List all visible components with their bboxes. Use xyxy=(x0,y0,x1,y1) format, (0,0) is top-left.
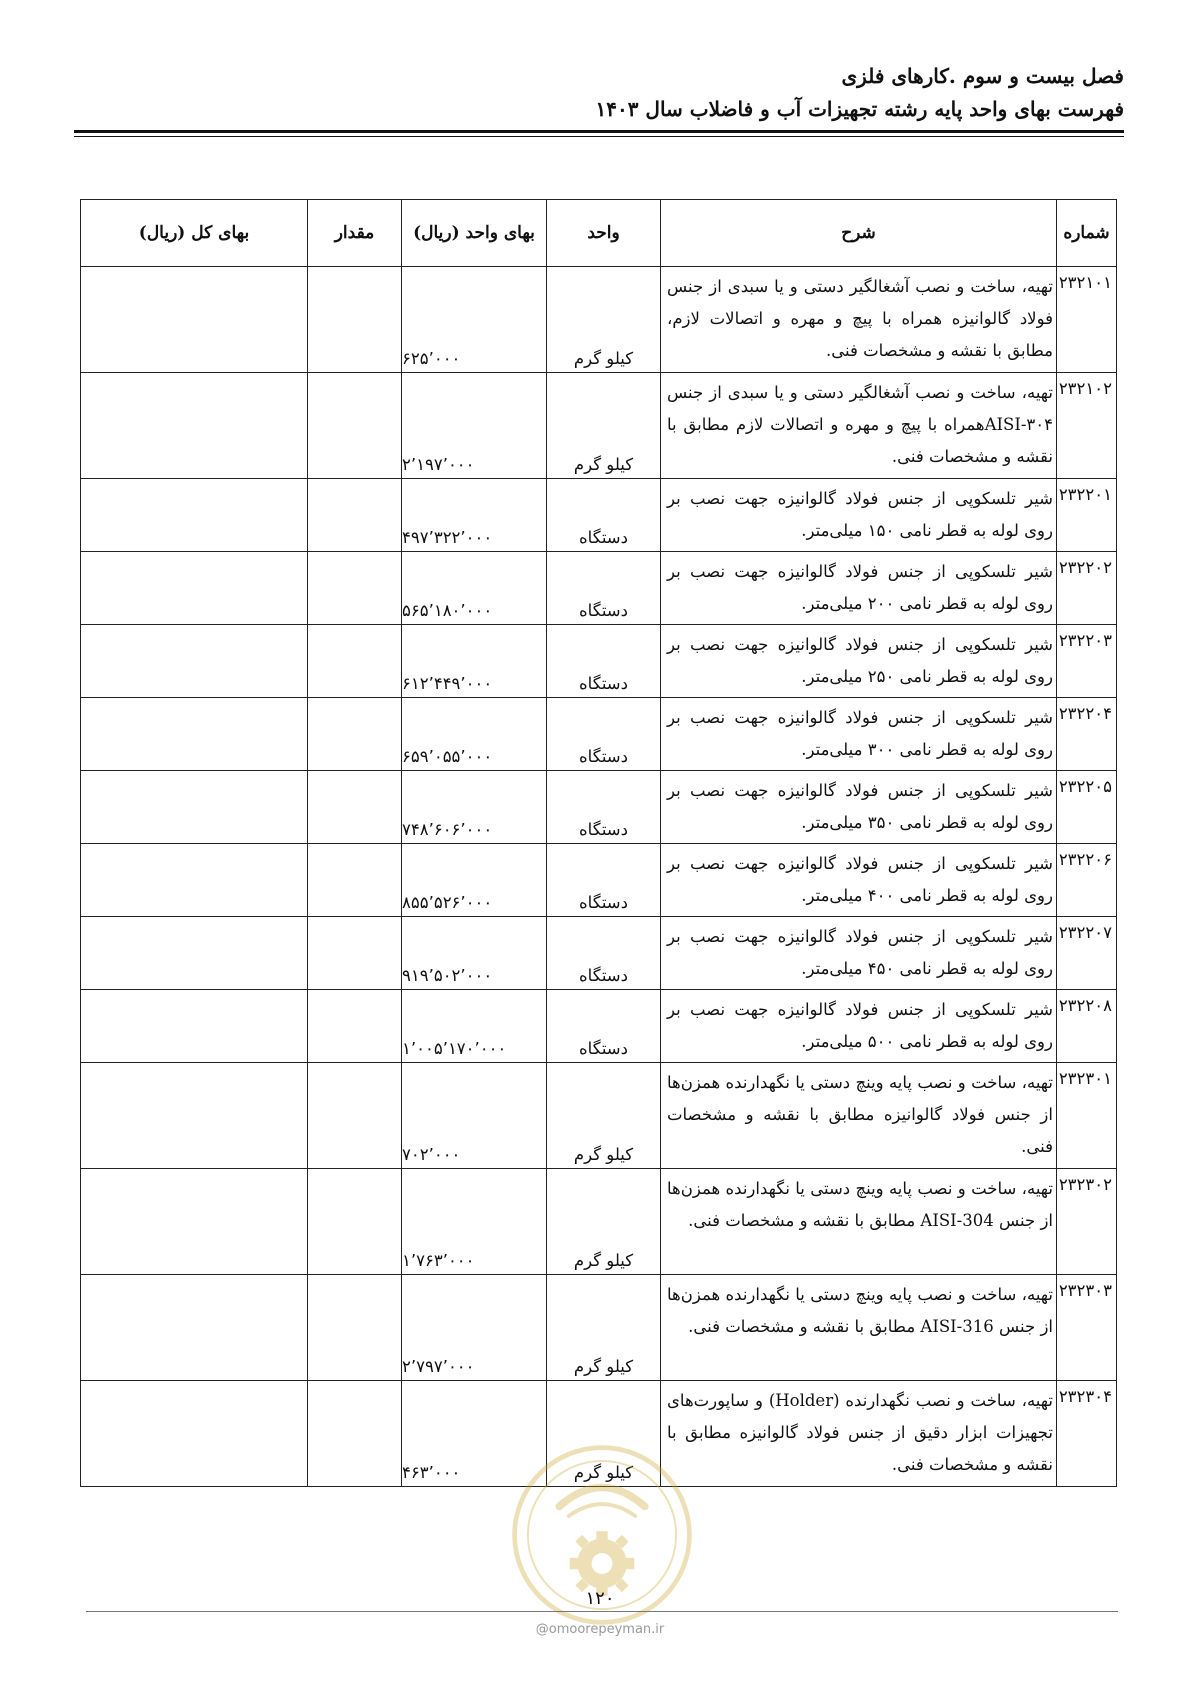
column-header-quantity: مقدار xyxy=(308,200,402,267)
row-unit: دستگاه xyxy=(547,990,661,1063)
footer-rule xyxy=(86,1611,1118,1612)
row-total-price xyxy=(81,479,308,552)
table-row xyxy=(81,1381,1117,1487)
header-rule-thin xyxy=(74,136,1124,137)
table-row xyxy=(81,552,1117,625)
row-unit-price: ۷۰۲٬۰۰۰ xyxy=(402,1063,547,1169)
website-label: @omoorepeyman.ir xyxy=(535,1622,665,1637)
row-description: تهیه، ساخت و نصب آشغالگیر دستی و یا سبدی از جنس AISI-۳۰۴همراه با پیچ و مهره و اتصالات لازم مطابق با نقشه و مشخصات فنی. xyxy=(661,373,1057,479)
table-row xyxy=(81,625,1117,698)
row-description: تهیه، ساخت و نصب پایه وینچ دستی یا نگهدارنده همزن‌ها از جنس AISI-316 مطابق با نقشه و مشخصات فنی. xyxy=(661,1275,1057,1381)
row-description: تهیه، ساخت و نصب آشغالگیر دستی و یا سبدی از جنس فولاد گالوانیزه همراه با پیچ و مهره و اتصالات لازم، مطابق با نقشه و مشخصات فنی. xyxy=(661,267,1057,373)
row-number: ۲۳۲۲۰۲ xyxy=(1057,552,1117,625)
row-number: ۲۳۲۳۰۱ xyxy=(1057,1063,1117,1169)
row-number: ۲۳۲۲۰۷ xyxy=(1057,917,1117,990)
row-quantity xyxy=(308,990,402,1063)
row-number: ۲۳۲۲۰۱ xyxy=(1057,479,1117,552)
row-description: شیر تلسکوپی از جنس فولاد گالوانیزه جهت نصب بر روی لوله به قطر نامی ۵۰۰ میلی‌متر. xyxy=(661,990,1057,1063)
header-rule-thick xyxy=(74,130,1124,133)
row-quantity xyxy=(308,917,402,990)
row-unit-price: ۱٬۷۶۳٬۰۰۰ xyxy=(402,1169,547,1275)
price-table xyxy=(80,199,1117,1487)
row-unit-price: ۹۱۹٬۵۰۲٬۰۰۰ xyxy=(402,917,547,990)
row-unit: دستگاه xyxy=(547,844,661,917)
row-description: شیر تلسکوپی از جنس فولاد گالوانیزه جهت نصب بر روی لوله به قطر نامی ۳۵۰ میلی‌متر. xyxy=(661,771,1057,844)
row-total-price xyxy=(81,625,308,698)
row-number: ۲۳۲۱۰۲ xyxy=(1057,373,1117,479)
row-description: شیر تلسکوپی از جنس فولاد گالوانیزه جهت نصب بر روی لوله به قطر نامی ۴۰۰ میلی‌متر. xyxy=(661,844,1057,917)
row-unit: کیلو گرم xyxy=(547,1063,661,1169)
row-quantity xyxy=(308,1381,402,1487)
row-number: ۲۳۲۱۰۱ xyxy=(1057,267,1117,373)
column-header-unit: واحد xyxy=(547,200,661,267)
row-number: ۲۳۲۲۰۴ xyxy=(1057,698,1117,771)
table-header-row xyxy=(81,200,1117,267)
row-description: شیر تلسکوپی از جنس فولاد گالوانیزه جهت نصب بر روی لوله به قطر نامی ۴۵۰ میلی‌متر. xyxy=(661,917,1057,990)
row-quantity xyxy=(308,1169,402,1275)
row-quantity xyxy=(308,552,402,625)
row-quantity xyxy=(308,267,402,373)
row-description: تهیه، ساخت و نصب پایه وینچ دستی یا نگهدارنده همزن‌ها از جنس فولاد گالوانیزه مطابق با نقشه و مشخصات فنی. xyxy=(661,1063,1057,1169)
row-unit: دستگاه xyxy=(547,479,661,552)
table-row xyxy=(81,1275,1117,1381)
row-unit: کیلو گرم xyxy=(547,1169,661,1275)
table-row xyxy=(81,917,1117,990)
table-row xyxy=(81,990,1117,1063)
table-row xyxy=(81,844,1117,917)
row-description: شیر تلسکوپی از جنس فولاد گالوانیزه جهت نصب بر روی لوله به قطر نامی ۱۵۰ میلی‌متر. xyxy=(661,479,1057,552)
row-unit-price: ۷۴۸٬۶۰۶٬۰۰۰ xyxy=(402,771,547,844)
row-unit: دستگاه xyxy=(547,771,661,844)
table-row xyxy=(81,771,1117,844)
row-number: ۲۳۲۲۰۵ xyxy=(1057,771,1117,844)
row-number: ۲۳۲۳۰۳ xyxy=(1057,1275,1117,1381)
row-unit-price: ۸۵۵٬۵۲۶٬۰۰۰ xyxy=(402,844,547,917)
row-quantity xyxy=(308,373,402,479)
row-unit: دستگاه xyxy=(547,698,661,771)
list-title: فهرست بهای واحد پایه رشته تجهیزات آب و فاضلاب سال ۱۴۰۳ xyxy=(595,97,1124,121)
table-row xyxy=(81,1063,1117,1169)
row-unit-price: ۶۵۹٬۰۵۵٬۰۰۰ xyxy=(402,698,547,771)
chapter-title: فصل بیست و سوم .کارهای فلزی xyxy=(841,64,1124,88)
row-quantity xyxy=(308,698,402,771)
row-quantity xyxy=(308,771,402,844)
row-unit: دستگاه xyxy=(547,917,661,990)
row-quantity xyxy=(308,1275,402,1381)
row-number: ۲۳۲۲۰۳ xyxy=(1057,625,1117,698)
table-row xyxy=(81,479,1117,552)
row-unit: کیلو گرم xyxy=(547,1381,661,1487)
row-total-price xyxy=(81,698,308,771)
column-header-description: شرح xyxy=(661,200,1057,267)
row-unit: دستگاه xyxy=(547,552,661,625)
row-unit-price: ۲٬۱۹۷٬۰۰۰ xyxy=(402,373,547,479)
table-row xyxy=(81,698,1117,771)
row-total-price xyxy=(81,771,308,844)
row-number: ۲۳۲۳۰۲ xyxy=(1057,1169,1117,1275)
row-unit-price: ۴۹۷٬۳۲۲٬۰۰۰ xyxy=(402,479,547,552)
column-header-number: شماره xyxy=(1057,200,1117,267)
row-quantity xyxy=(308,844,402,917)
row-total-price xyxy=(81,990,308,1063)
row-total-price xyxy=(81,1169,308,1275)
row-unit-price: ۱٬۰۰۵٬۱۷۰٬۰۰۰ xyxy=(402,990,547,1063)
page-number: ۱۲۰ xyxy=(585,1588,615,1609)
row-total-price xyxy=(81,917,308,990)
table-row xyxy=(81,267,1117,373)
row-unit-price: ۶۱۲٬۴۴۹٬۰۰۰ xyxy=(402,625,547,698)
row-unit: کیلو گرم xyxy=(547,373,661,479)
row-total-price xyxy=(81,1063,308,1169)
row-total-price xyxy=(81,552,308,625)
row-unit: دستگاه xyxy=(547,625,661,698)
row-total-price xyxy=(81,267,308,373)
row-number: ۲۳۲۳۰۴ xyxy=(1057,1381,1117,1487)
row-total-price xyxy=(81,373,308,479)
row-quantity xyxy=(308,625,402,698)
row-description: شیر تلسکوپی از جنس فولاد گالوانیزه جهت نصب بر روی لوله به قطر نامی ۳۰۰ میلی‌متر. xyxy=(661,698,1057,771)
page-header xyxy=(69,62,1124,124)
table-row xyxy=(81,373,1117,479)
column-header-unit-price: بهای واحد (ریال) xyxy=(402,200,547,267)
row-description: شیر تلسکوپی از جنس فولاد گالوانیزه جهت نصب بر روی لوله به قطر نامی ۲۰۰ میلی‌متر. xyxy=(661,552,1057,625)
row-unit-price: ۵۶۵٬۱۸۰٬۰۰۰ xyxy=(402,552,547,625)
row-total-price xyxy=(81,1275,308,1381)
row-number: ۲۳۲۲۰۶ xyxy=(1057,844,1117,917)
column-header-total-price: بهای کل (ریال) xyxy=(81,200,308,267)
row-description: تهیه، ساخت و نصب نگهدارنده (Holder) و ساپورت‌های تجهیزات ابزار دقیق از جنس فولاد گالوانیزه مطابق با نقشه و مشخصات فنی. xyxy=(661,1381,1057,1487)
row-unit-price: ۶۲۵٬۰۰۰ xyxy=(402,267,547,373)
table-row xyxy=(81,1169,1117,1275)
row-total-price xyxy=(81,844,308,917)
row-description: تهیه، ساخت و نصب پایه وینچ دستی یا نگهدارنده همزن‌ها از جنس AISI-304 مطابق با نقشه و مشخصات فنی. xyxy=(661,1169,1057,1275)
row-unit-price: ۴۶۳٬۰۰۰ xyxy=(402,1381,547,1487)
row-total-price xyxy=(81,1381,308,1487)
row-unit: کیلو گرم xyxy=(547,267,661,373)
row-quantity xyxy=(308,1063,402,1169)
row-description: شیر تلسکوپی از جنس فولاد گالوانیزه جهت نصب بر روی لوله به قطر نامی ۲۵۰ میلی‌متر. xyxy=(661,625,1057,698)
row-quantity xyxy=(308,479,402,552)
row-number: ۲۳۲۲۰۸ xyxy=(1057,990,1117,1063)
row-unit: کیلو گرم xyxy=(547,1275,661,1381)
row-unit-price: ۲٬۷۹۷٬۰۰۰ xyxy=(402,1275,547,1381)
